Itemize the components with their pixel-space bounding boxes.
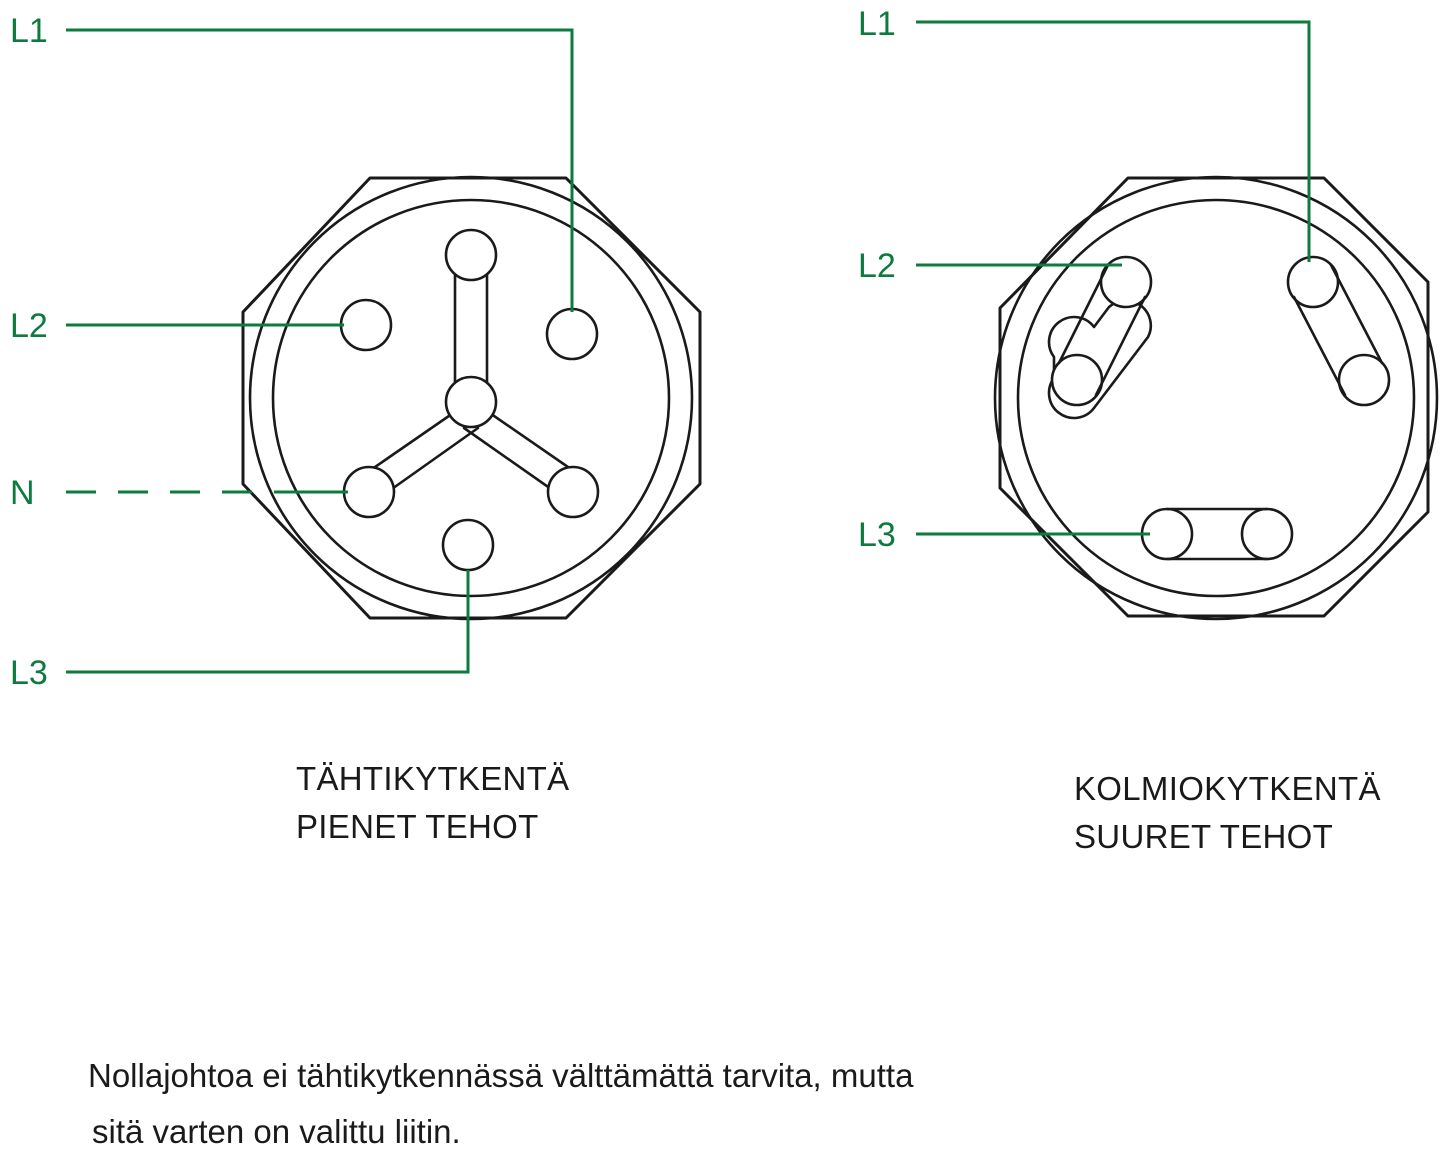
right-label-l2: L2: [858, 247, 896, 285]
left-terminal-l3: [443, 520, 493, 570]
right-terminal-l3-right: [1242, 509, 1292, 559]
left-label-l1: L1: [10, 12, 48, 50]
right-caption-line2: SUURET TEHOT: [1074, 818, 1334, 855]
right-label-l1: L1: [858, 5, 896, 43]
left-terminal-top: [446, 230, 496, 280]
right-caption-line1: KOLMIOKYTKENTÄ: [1074, 770, 1381, 807]
right-terminal-block: [858, 5, 1437, 855]
left-terminal-bottom-right: [548, 467, 598, 517]
left-label-l3: L3: [10, 654, 48, 692]
left-terminal-center: [446, 377, 496, 427]
left-label-l2: L2: [10, 307, 48, 345]
left-terminal-bottom-left: [344, 467, 394, 517]
left-caption-line1: TÄHTIKYTKENTÄ: [296, 760, 570, 797]
right-label-l3: L3: [858, 516, 896, 554]
left-caption-line2: PIENET TEHOT: [296, 808, 539, 845]
left-label-n: N: [10, 474, 35, 512]
right-wire-l1: [916, 22, 1309, 262]
footnote-line2: sitä varten on valittu liitin.: [92, 1113, 461, 1150]
footnote: [88, 1057, 914, 1150]
footnote-line1: Nollajohtoa ei tähtikytkennässä välttämättä tarvita, mutta: [88, 1057, 914, 1094]
right-bridge-left: [1049, 257, 1151, 418]
left-terminal-l2: [341, 300, 391, 350]
right-bridge-bottom: [1142, 509, 1292, 559]
left-terminal-l1: [547, 309, 597, 359]
left-terminal-block: [10, 12, 700, 845]
